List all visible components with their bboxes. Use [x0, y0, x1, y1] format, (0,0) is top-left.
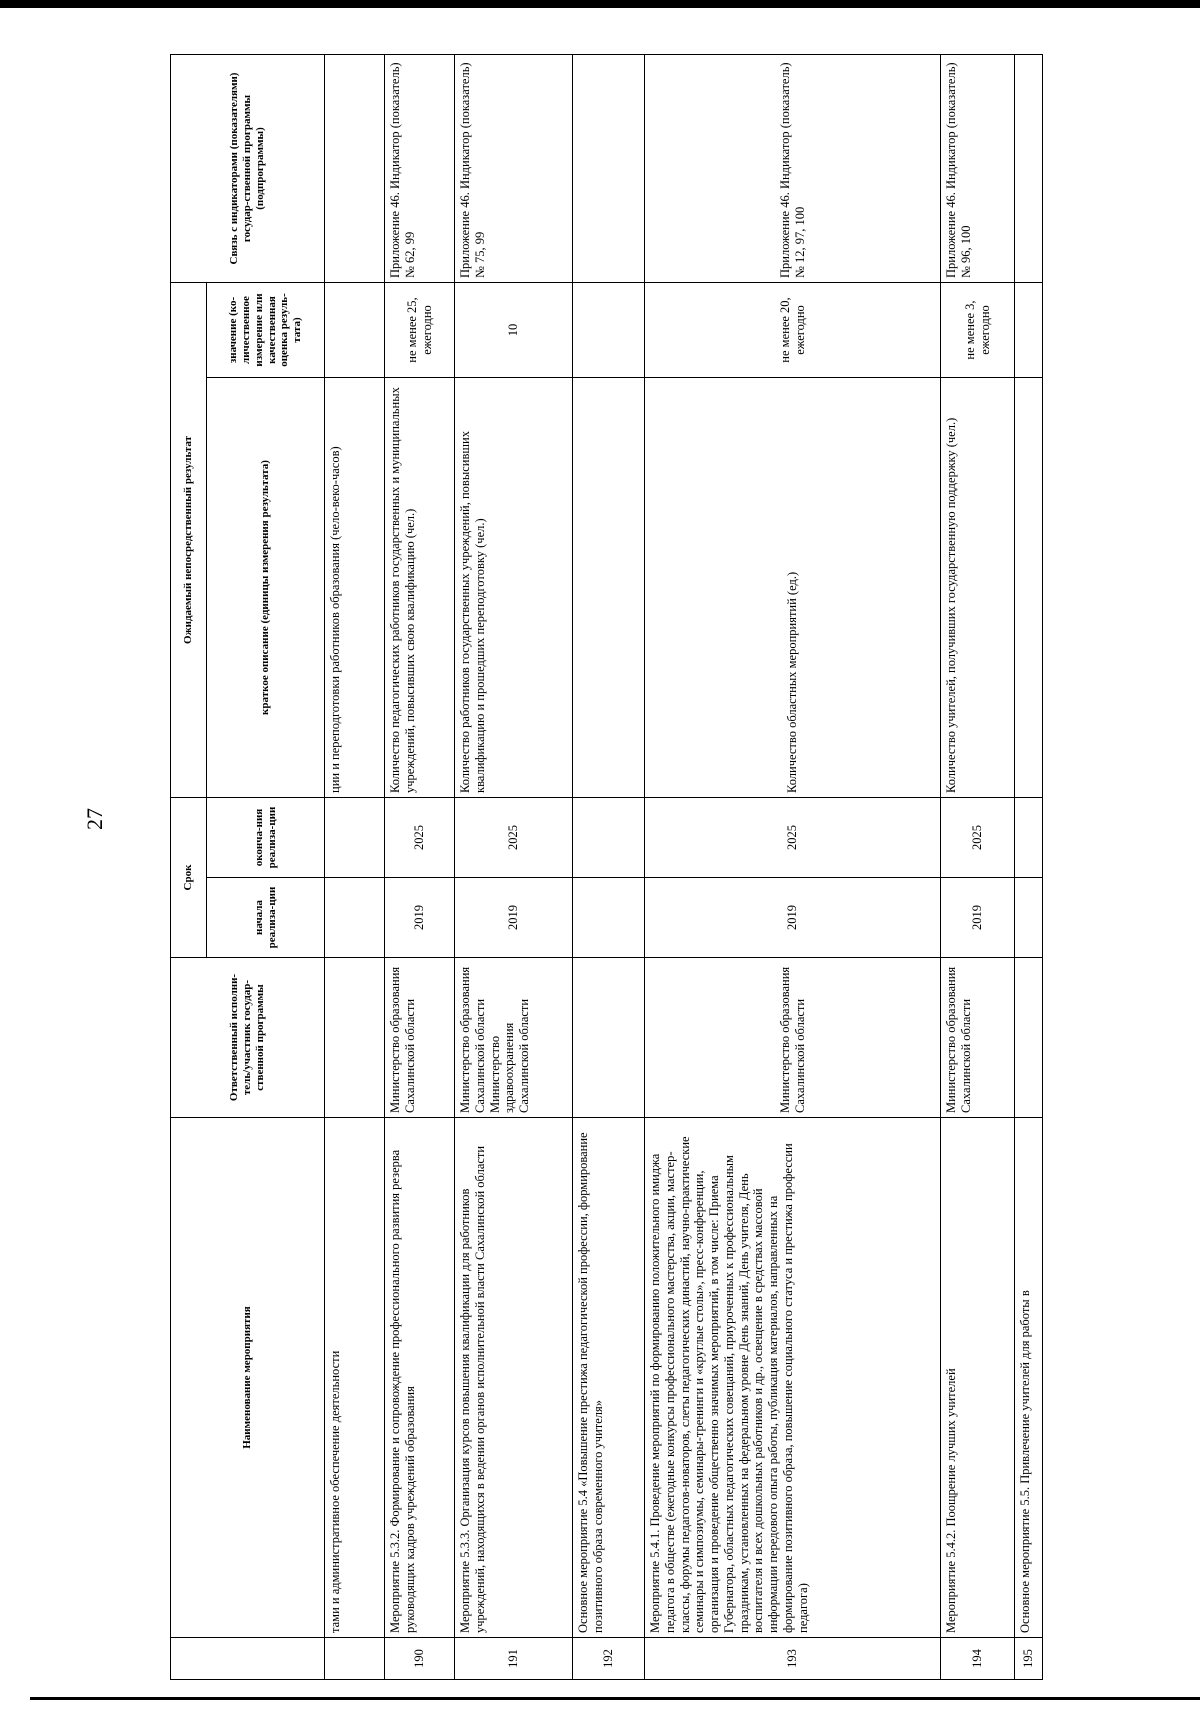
row-name: Основное мероприятие 5.4 «Повышение престижа педагогической профессии, формирование позитивного образа современного учителя» — [573, 1118, 645, 1638]
row-value: не менее 20, ежегодно — [645, 283, 941, 378]
row-value — [573, 283, 645, 378]
row-value: 10 — [455, 283, 573, 378]
row-description: Количество областных мероприятий (ед.) — [645, 378, 941, 798]
row-description: Количество педагогических работников государственных и муниципальных учреждений, повысивших свою квалификацию (чел.) — [385, 378, 455, 798]
row-start — [1015, 878, 1043, 958]
row-end: 2025 — [455, 798, 573, 878]
row-link: Приложение 46. Индикатор (показатель) № 75, 99 — [455, 55, 573, 283]
row-description: Количество учителей, получивших государственную поддержку (чел.) — [941, 378, 1015, 798]
row-responsible — [573, 958, 645, 1118]
header-period: Срок — [171, 798, 207, 958]
row-link: Приложение 46. Индикатор (показатель) № 62, 99 — [385, 55, 455, 283]
scan-edge-bottom — [30, 1697, 1200, 1700]
row-start — [325, 878, 385, 958]
row-end — [325, 798, 385, 878]
row-number — [325, 1638, 385, 1680]
row-number: 192 — [573, 1638, 645, 1680]
row-description — [1015, 378, 1043, 798]
row-responsible — [325, 958, 385, 1118]
row-responsible: Министерство образования Сахалинской области — [385, 958, 455, 1118]
row-description — [573, 378, 645, 798]
row-link: Приложение 46. Индикатор (показатель) № 96, 100 — [941, 55, 1015, 283]
row-start: 2019 — [385, 878, 455, 958]
row-value — [325, 283, 385, 378]
row-value: не менее 3, ежегодно — [941, 283, 1015, 378]
table-row — [385, 55, 455, 1680]
row-link — [1015, 55, 1043, 283]
row-description: ции и переподготовки работников образования (чело-веко-часов) — [325, 378, 385, 798]
row-link: Приложение 46. Индикатор (показатель) № 12, 97, 100 — [645, 55, 941, 283]
row-number: 191 — [455, 1638, 573, 1680]
table-row — [645, 55, 941, 1680]
page-number: 27 — [82, 808, 107, 830]
row-start: 2019 — [645, 878, 941, 958]
row-end — [1015, 798, 1043, 878]
row-responsible: Министерство образования Сахалинской области — [941, 958, 1015, 1118]
row-value — [1015, 283, 1043, 378]
row-link — [573, 55, 645, 283]
header-description: краткое описание (единицы измерения результата) — [207, 378, 325, 798]
row-name: тами и административное обеспечение деятельности — [325, 1118, 385, 1638]
table-row — [573, 55, 645, 1680]
rotated-page — [170, 55, 1090, 1680]
row-description: Количество работников государственных учреждений, повысивших квалификацию и прошедших переподготовку (чел.) — [455, 378, 573, 798]
row-end: 2025 — [941, 798, 1015, 878]
row-name: Мероприятие 5.4.1. Проведение мероприятий по формированию положительного имиджа педагога в обществе (ежегодные конкурсы профессионального мастерства, акции, мастер-классы, форумы педагогов-новаторов, слеты педагогических династий, научно-практические семинары и симпозиумы, семинары-тренинги и «круглые столы», пресс-конференции, организация и проведение общественно значимых мероприятий, в том числе: Приема Губернатора, областных педагогических совещаний, приуроченных к профессиональным праздникам, установленных на федеральном уровне День знаний, День учителя, День воспитателя и всех дошкольных работников и др., освещение в средствах массовой информации передового опыта работы, публикация материалов, направленных на формирование позитивного образа, повышение социального статуса и престижа профессии педагога) — [645, 1118, 941, 1638]
row-responsible: Министерство образования Сахалинской области Министерство здравоохранения Сахалинской области — [455, 958, 573, 1118]
header-value: значение (ко-личественное измерение или качественная оценка резуль-тата) — [207, 283, 325, 378]
row-name: Основное мероприятие 5.5. Привлечение учителей для работы в — [1015, 1118, 1043, 1638]
table-row — [941, 55, 1015, 1680]
row-number: 193 — [645, 1638, 941, 1680]
row-responsible — [1015, 958, 1043, 1118]
header-number — [171, 1638, 325, 1680]
row-end: 2025 — [385, 798, 455, 878]
row-start: 2019 — [455, 878, 573, 958]
row-end — [573, 798, 645, 878]
header-start: начала реализа-ции — [207, 878, 325, 958]
header-link: Связь с индикаторами (показателями) государ-ственной программы (подпрограммы) — [171, 55, 325, 283]
measures-table — [170, 54, 1043, 1680]
table-row — [325, 55, 385, 1680]
header-end: оконча-ния реализа-ции — [207, 798, 325, 878]
row-start: 2019 — [941, 878, 1015, 958]
row-number: 190 — [385, 1638, 455, 1680]
row-link — [325, 55, 385, 283]
row-value: не менее 25, ежегодно — [385, 283, 455, 378]
table-row — [1015, 55, 1043, 1680]
row-start — [573, 878, 645, 958]
row-responsible: Министерство образования Сахалинской области — [645, 958, 941, 1118]
row-name: Мероприятие 5.3.3. Организация курсов повышения квалификации для работников учреждений, находящихся в ведении органов исполнительной власти Сахалинской области — [455, 1118, 573, 1638]
row-name: Мероприятие 5.4.2. Поощрение лучших учителей — [941, 1118, 1015, 1638]
header-responsible: Ответственный исполни-тель/участник государ-ственной программы — [171, 958, 325, 1118]
row-number: 195 — [1015, 1638, 1043, 1680]
row-name: Мероприятие 5.3.2. Формирование и сопровождение профессионального развития резерва руководящих кадров учреждений образования — [385, 1118, 455, 1638]
table-row — [455, 55, 573, 1680]
row-number: 194 — [941, 1638, 1015, 1680]
header-name: Наименование мероприятия — [171, 1118, 325, 1638]
header-result: Ожидаемый непосредственный результат — [171, 283, 207, 798]
scan-edge-top — [0, 0, 1200, 8]
row-end: 2025 — [645, 798, 941, 878]
